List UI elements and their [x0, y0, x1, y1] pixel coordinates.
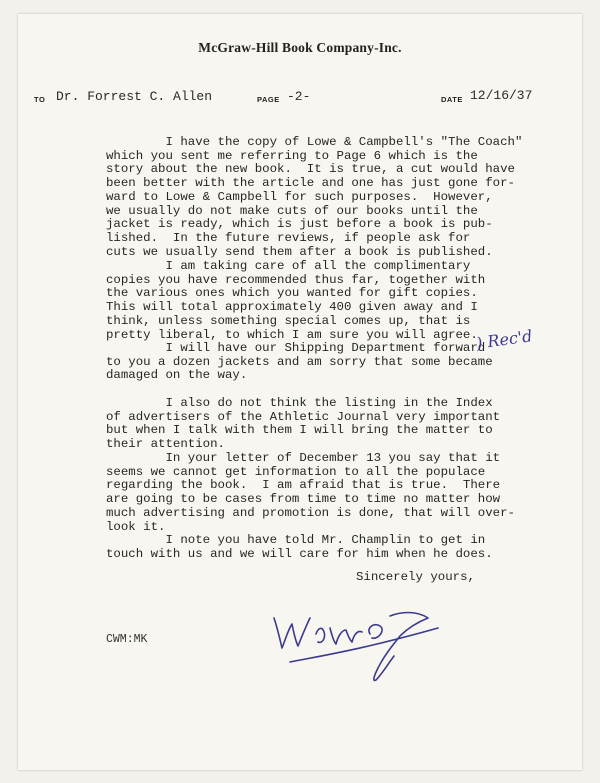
reference-initials: CWM:MK	[106, 633, 148, 646]
paragraph-5: In your letter of December 13 you say that it seems we cannot get information to all the populace regarding the book. I am afraid that is true. There are going to be cases from time to time no matter how much advertising and promotion is done, that will over- look it.	[106, 451, 515, 534]
recipient-name: Dr. Forrest C. Allen	[56, 89, 213, 104]
letterhead: McGraw-Hill Book Company-Inc.	[198, 40, 402, 55]
date-label: DATE	[441, 95, 463, 104]
page-label: PAGE	[257, 95, 280, 104]
letter-date: 12/16/37	[470, 88, 533, 103]
paragraph-6: I note you have told Mr. Champlin to get in touch with us and we will care for him when he does.	[106, 533, 493, 561]
margin-annotation-received: ) Rec'd	[474, 326, 534, 353]
paragraph-1: I have the copy of Lowe & Campbell's "The Coach" which you sent me referring to Page 6 which is the story about the new book. It is true, a cut would have been better with the article and one has just gone for- ward to Lowe & Campbell for such purposes. However, we usually do not make cuts of our books until the jacket is ready, which is just before a book is pub- lished. In the future reviews, if people ask for cuts we usually send them after a book is published.	[106, 135, 523, 259]
to-label: TO	[34, 95, 46, 104]
paragraph-3: I will have our Shipping Department forward to you a dozen jackets and am sorry that some became damaged on the way.	[106, 341, 493, 383]
paragraph-2: I am taking care of all the complimentary copies you have recommended thus far, together with the various ones which you wanted for gift copies. This will total approximately 400 given away and I think, unless something special comes up, that is pretty liberal, to which I am sure you will agree.	[106, 259, 486, 342]
page-number: -2-	[287, 89, 311, 104]
closing: Sincerely yours,	[356, 570, 475, 584]
paragraph-4: I also do not think the listing in the Index of advertisers of the Athletic Journal very important but when I talk with them I will bring the matter to their attention.	[106, 396, 501, 452]
handwritten-signature	[260, 598, 450, 690]
